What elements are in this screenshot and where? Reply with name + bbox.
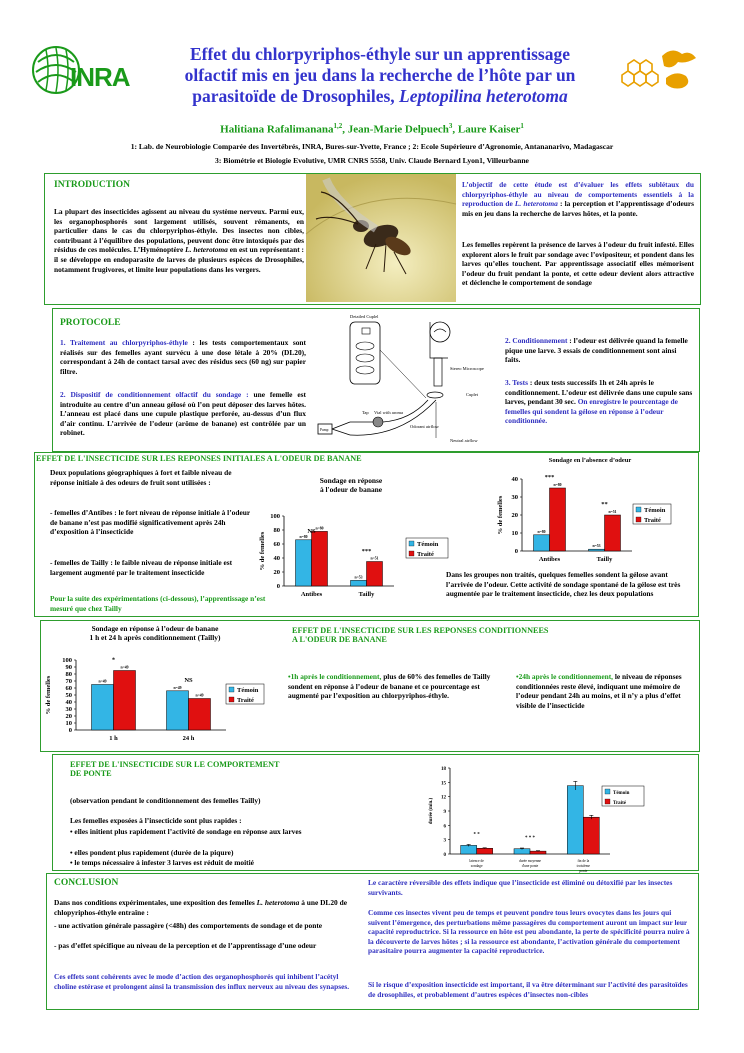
- bar-traite: [583, 817, 599, 854]
- protocole-step-1-text: : les tests comportementaux sont réalisés sur des femelles ayant survécu à une dose létale à 20% (DL20), correspondant à 24h de contact tarsal avec des résidus secs (60 ng) sur papier filtre.: [60, 338, 306, 376]
- objective-end: : la perception et l’apprentissage d’odeurs mis en jeu dans la recherche de larves hôtes, et la ponte.: [462, 199, 694, 218]
- conditioned-title-1: EFFET DE L'INSECTICIDE SUR LES REPONSES CONDITIONNEES: [292, 626, 549, 635]
- conditioned-right-lead: •24h après le conditionnement,: [516, 672, 614, 681]
- y-tick-label: 70: [65, 678, 72, 685]
- protocole-tests: [505, 378, 693, 426]
- chart1-title: Sondage en réponse à l'odeur de banane: [319, 476, 383, 494]
- category-label: 1 h: [109, 735, 118, 742]
- ponte-bullet-3: • le temps nécessaire à infester 3 larves est réduit de moitié: [70, 858, 254, 867]
- conclusion-p1: [54, 898, 354, 917]
- initial-intro: Deux populations géographiques à fort et faible niveau de réponse initiale à des odeurs de fruit sont utilisées :: [50, 468, 232, 487]
- y-tick-label: 50: [65, 692, 72, 699]
- legend-swatch-traite: [229, 697, 234, 702]
- author-2: , Jean-Marie Delpuech: [342, 123, 449, 136]
- chart3-title: [50, 624, 260, 642]
- author-2-sup: 3: [448, 122, 453, 130]
- conditioned-right-text: le niveau de réponses conditionnées reste élevé, indiquant une mémoire de l’odeur pendant 24h au moins, et il n’y a plus d’effet visible de l’insecticide: [516, 672, 682, 710]
- y-tick-label: 90: [65, 664, 72, 671]
- category-label: 24 h: [182, 735, 195, 742]
- significance-label: * * *: [525, 836, 535, 842]
- label-tap: Tap: [362, 410, 369, 415]
- conditioned-right: [516, 672, 686, 710]
- y-axis-label: durée (min.): [429, 797, 434, 825]
- author-1: Halitiana Rafalimanana: [220, 123, 334, 136]
- chart-ponte: [410, 764, 660, 873]
- ponte-title: [70, 760, 280, 778]
- y-tick-label: 40: [273, 555, 280, 562]
- inra-logo: [28, 40, 148, 110]
- bar-temoin: [167, 691, 189, 730]
- conditioned-left-text: plus de 60% des femelles de Tailly sondent en réponse à l’odeur de banane et ce pourcentage est augmenté par l’exposition au chlorpyriphos-éthyle.: [288, 672, 491, 701]
- y-tick-label: 80: [65, 671, 72, 678]
- tests-title: 3. Tests: [505, 378, 529, 387]
- bar-temoin: [567, 786, 583, 854]
- conclusion-r2: Comme ces insectes vivent peu de temps et peuvent pondre tous leurs ovocytes dans les jours qui suivent l’émergence, des perturbations même passagères du comportement auront un impact sur leur capacité reproductrice. Si la ressource en hôte est peu abondante, la perte de spécificité pourra nuire à la découverte de larves hôtes ; si la ressource est abondante, l’activation générale du comportement parasitaire pourra augmenter la capacité reproductrice.: [368, 908, 690, 956]
- label-vial: Vial with aroma: [374, 410, 403, 415]
- y-axis-label: % de femelles: [497, 495, 504, 535]
- conclusion-p1-a: Dans nos conditions expérimentales, une exposition des femelles: [54, 898, 257, 907]
- y-tick-label: 30: [65, 706, 72, 713]
- protocole-step-2-text: une femelle est introduite au centre d’un anneau gélosé où l’on peut déposer des larves hôtes. L’anneau est placé dans une cupule plastique perforée, au-dessus d’un flux d’air continu. L’arrivée de l’odeur (arôme de banane) est contrôlée par un robinet.: [60, 390, 306, 438]
- bar-n-label: n=53: [592, 544, 601, 549]
- initial-tailly: - femelles de Tailly : le faible niveau de réponse initiale est largement augmenté par le traitement insecticide: [50, 558, 233, 577]
- conclusion-title: CONCLUSION: [54, 878, 119, 888]
- apparatus-schematic: [310, 310, 500, 448]
- y-tick-label: 0: [68, 727, 72, 734]
- y-tick-label: 40: [511, 476, 518, 483]
- y-tick-label: 10: [511, 530, 518, 537]
- chart3-title-line1: Sondage en réponse à l’odeur de banane: [91, 624, 219, 633]
- legend-swatch-traite: [409, 551, 414, 556]
- legend-swatch-temoin: [409, 541, 414, 546]
- category-label: Tailly: [358, 591, 375, 598]
- y-tick-label: 9: [443, 810, 446, 815]
- honeycomb-insect-icon: [620, 44, 700, 96]
- title-line-3: [160, 86, 600, 107]
- y-axis-label: % de femelles: [45, 675, 52, 715]
- intro-text: [54, 207, 304, 274]
- legend-label: Traité: [613, 801, 626, 806]
- bar-traite: [312, 531, 328, 586]
- category-label: d'une ponte: [521, 864, 539, 868]
- category-label: Tailly: [596, 556, 613, 563]
- author-3-sup: 1: [520, 122, 524, 130]
- legend-label: Témoin: [417, 541, 439, 548]
- significance-label: NS: [184, 676, 193, 684]
- label-odorant: Odorant airflow: [410, 424, 439, 429]
- inra-logo-text: INRA: [70, 62, 130, 92]
- ponte-bullet-1: • elles initient plus rapidement l’activité de sondage en réponse aux larves: [70, 827, 302, 836]
- bar-n-label: n=80: [553, 483, 562, 487]
- initial-title: EFFET DE L'INSECTICIDE SUR LES REPONSES INITIALES A L'ODEUR DE BANANE: [36, 454, 362, 463]
- initial-tailly-note: Pour la suite des expérimentations (ci-dessous), l’apprentissage n’est mesuré que chez Tailly: [50, 594, 266, 613]
- y-tick-label: 20: [511, 512, 518, 519]
- bar-traite: [367, 562, 383, 587]
- objective-species: L. heterotoma: [514, 199, 558, 209]
- bar-n-label: n=49: [195, 693, 204, 698]
- ponte-observation: (observation pendant le conditionnement des femelles Tailly): [70, 796, 261, 805]
- intro-p1-end: en est un représentant : il se développe en endoparasite de larves de plusieurs espèces de Drosophiles, notamment frugivores, et limite leur populations dans les vergers.: [54, 245, 304, 274]
- conclusion-r1: Le caractère réversible des effets indique que l’insecticide est éliminé ou détoxifié par les insectes survivants.: [368, 878, 673, 897]
- legend-swatch-temoin: [636, 507, 641, 512]
- author-1-sup: 1,2: [333, 122, 343, 130]
- protocole-step-2: [60, 390, 306, 438]
- conditioned-title: [292, 626, 548, 644]
- bar-n-label: n=49: [173, 685, 182, 690]
- legend-label: Traité: [644, 517, 661, 524]
- tests-text: : deux tests successifs 1h et 24h après le conditionnement. L’odeur est délivrée dans une cupule sans larves, pendant 30 sec.: [505, 378, 693, 407]
- significance-label: *: [111, 656, 116, 664]
- significance-label: **: [601, 501, 608, 508]
- y-axis-label: % de femelles: [259, 531, 266, 571]
- bar-traite: [477, 848, 493, 854]
- conclusion-species: L. heterotoma: [256, 898, 300, 907]
- apparatus-diagram: [310, 310, 500, 448]
- category-label: troisième: [576, 864, 591, 868]
- honeycomb-logo: [620, 44, 700, 96]
- objective-text: L’objectif de cette étude est d’évaluer les effets sublétaux du chlorpyriphos-éthyle au niveau de comportements essentiels à la reproduction de: [462, 180, 694, 209]
- bar-n-label: n=80: [537, 529, 546, 534]
- y-tick-label: 100: [62, 657, 72, 664]
- legend-label: Témoin: [644, 507, 666, 514]
- conclusion-p3: - pas d’effet spécifique au niveau de la perception et de l’apprentissage d’une odeur: [54, 941, 317, 950]
- legend-label: Témoin: [237, 687, 259, 694]
- y-tick-label: 3: [443, 838, 446, 844]
- intro-objective: [462, 180, 694, 218]
- tests-measure: On enregistre le pourcentage de femelles qui sondent la gélose en réponse à l’odeur conditionnée.: [505, 397, 678, 426]
- chart2-title: Sondage en l’absence d’odeur: [548, 457, 632, 464]
- category-label: Antibes: [538, 556, 561, 563]
- y-tick-label: 18: [441, 767, 446, 772]
- bar-n-label: n=80: [299, 534, 308, 539]
- bar-temoin: [589, 549, 605, 551]
- chart-absence-odeur: [490, 452, 695, 572]
- conditioning-title: 2. Conditionnement: [505, 336, 568, 345]
- label-pump: Pump: [320, 428, 329, 432]
- y-tick-label: 20: [65, 713, 72, 720]
- category-label: fin de la: [577, 859, 590, 863]
- ponte-bullet-2: • elles pondent plus rapidement (durée de la piqure): [70, 848, 234, 857]
- initial-antibes: - femelles d’Antibes : le fort niveau de réponse initiale à l’odeur de banane n’est pas modifié significativement après 24h d’exposition à l’insecticide: [50, 508, 251, 537]
- protocole-title: PROTOCOLE: [60, 318, 121, 328]
- affiliation-2: 3: Biométrie et Biologie Evolutive, UMR CNRS 5558, Univ. Claude Bernard Lyon1, Villeurbanne: [215, 156, 529, 165]
- y-tick-label: 20: [273, 569, 280, 576]
- bar-n-label: n=51: [608, 510, 617, 514]
- conclusion-r3: Si le risque d’exposition insecticide est important, il va être déterminant sur l’activité des parasitoïdes de drosophiles, et probablement d’autres espèces d’insectes non-cibles: [368, 980, 688, 999]
- wasp-on-fruit-image: [306, 174, 456, 302]
- bar-n-label: n=51: [370, 556, 379, 561]
- conclusion-p4: Ces effets sont cohérents avec le mode d’action des organophosphorés qui inhibent l’acétyl choline estérase et prolongent ainsi la transmission des influx nerveux au niveau des synapses.: [54, 972, 350, 991]
- chart-conditionnement: [40, 650, 280, 750]
- protocole-step-1: [60, 338, 306, 376]
- conditioning-text: : l’odeur est délivrée quand la femelle pique une larve. 3 essais de conditionnement sont ainsi faits.: [505, 336, 688, 365]
- protocole-conditioning: [505, 336, 693, 365]
- legend-swatch-temoin: [229, 687, 234, 692]
- y-tick-label: 0: [276, 583, 280, 590]
- bar-temoin: [534, 535, 550, 551]
- bar-traite: [605, 515, 621, 551]
- authors: [0, 122, 744, 136]
- bar-temoin: [296, 540, 312, 586]
- wasp-photo: [306, 174, 456, 302]
- category-label: ponte: [579, 869, 588, 873]
- y-tick-label: 40: [65, 699, 72, 706]
- bar-temoin: [461, 845, 477, 854]
- bar-traite: [189, 699, 211, 731]
- y-tick-label: 80: [273, 527, 280, 534]
- poster-title: [160, 44, 600, 107]
- protocole-step-2-title: 2. Dispositif de conditionnement olfactif du sondage :: [60, 390, 249, 399]
- conclusion-p2: - une activation générale passagère (<48h) des comportements de sondage et de ponte: [54, 921, 323, 930]
- title-line-2: olfactif mis en jeu dans la recherche de l’hôte par un: [184, 65, 576, 85]
- chart3-title-line2: 1 h et 24 h après conditionnement (Tailly): [89, 633, 221, 642]
- label-cuplet: Cuplet: [466, 392, 478, 397]
- bar-temoin: [92, 685, 114, 731]
- bar-traite: [550, 488, 566, 551]
- intro-title: INTRODUCTION: [54, 180, 131, 190]
- bar-n-label: n=49: [120, 665, 129, 670]
- y-tick-label: 30: [511, 494, 518, 501]
- category-label: latence de: [469, 859, 484, 863]
- legend-label: Traité: [417, 551, 434, 558]
- title-line-1: Effet du chlorpyriphos-éthyle sur un apprentissage: [189, 44, 571, 64]
- intro-species: L. heterotoma: [185, 245, 228, 255]
- conditioned-left: [288, 672, 503, 701]
- legend-label: Traité: [237, 697, 254, 704]
- ponte-intro: Les femelles exposées à l’insecticide sont plus rapides :: [70, 816, 242, 825]
- category-label: Antibes: [300, 591, 323, 598]
- title-line-3a: parasitoïde de Drosophiles,: [192, 86, 400, 106]
- category-label: durée moyenne: [518, 859, 542, 863]
- y-tick-label: 6: [443, 824, 446, 830]
- y-tick-label: 60: [273, 541, 280, 548]
- legend-swatch-traite: [636, 517, 641, 522]
- legend-label: Témoin: [613, 791, 630, 796]
- conditioned-left-lead: •1h après le conditionnement,: [288, 672, 382, 681]
- bar-traite: [114, 671, 136, 731]
- intro-behavior: Les femelles repèrent la présence de larves à l’odeur du fruit infesté. Elles explorent alors le fruit par sondage avec l’ovipositeur, et pondent dans les larves qu’elles touchent. Par apprentissage associatif elles mémorisent l’odeur du fruit pendant la ponte, et cette odeur devient alors attractive et déclenche le comportement de sondage: [462, 240, 694, 288]
- significance-label: ***: [544, 474, 555, 481]
- intro-p1: La plupart des insecticides agissent au niveau du système nerveux. Parmi eux, les organophosphorés sont largement utilisés, souvent rémanents, en particulier dans le cas du chlorpyriphos-éthyle. Des insectes non cibles, contribuant à l’équilibre des populations, peuvent donc être intoxiqués par des résidus de ces molécules. L’Hyménoptère: [54, 207, 304, 255]
- chart-response-odeur: [254, 508, 454, 608]
- y-tick-label: 60: [65, 685, 72, 692]
- y-tick-label: 12: [441, 795, 446, 801]
- category-label: sondage: [470, 864, 483, 868]
- affiliation-1: 1: Lab. de Neurobiologie Comparée des Invertébrés, INRA, Bures-sur-Yvette, France ; 2: Ecole Supérieure d’Agronomie, Antananarivo, Madagascar: [130, 142, 614, 151]
- label-neutral: Neutral airflow: [450, 438, 478, 443]
- label-stereo: Stereo Microscope: [450, 366, 484, 371]
- bar-n-label: n=53: [354, 575, 363, 580]
- significance-label: * *: [473, 832, 480, 838]
- ponte-title-2: DE PONTE: [70, 769, 112, 778]
- significance-label: NS: [307, 528, 316, 535]
- y-tick-label: 15: [441, 781, 446, 787]
- conditioned-title-2: A L'ODEUR DE BANANE: [292, 635, 387, 644]
- bar-n-label: n=80: [315, 526, 324, 531]
- label-detailed-cuplet: Detailed Cuplel: [350, 314, 379, 319]
- ponte-title-1: EFFET DE L'INSECTICIDE SUR LE COMPORTEMENT: [70, 760, 280, 769]
- y-tick-label: 10: [65, 720, 72, 727]
- y-tick-label: 0: [514, 548, 518, 555]
- legend-swatch-temoin: [605, 789, 610, 794]
- author-3: , Laure Kaiser: [452, 123, 521, 136]
- legend-swatch-traite: [605, 799, 610, 804]
- y-tick-label: 100: [270, 513, 280, 520]
- significance-label: ***: [361, 548, 372, 555]
- protocole-step-1-title: 1. Traitement au chlorpyriphos-éthyle: [60, 338, 188, 347]
- title-species: Leptopilina heterotoma: [399, 86, 568, 106]
- bar-temoin: [351, 580, 367, 586]
- initial-note: Dans les groupes non traités, quelques femelles sondent la gélose avant l’arrivée de l’odeur. Cette activité de sondage spontané de la gélose est très augmentée par le traitement insecticide, chez les deux populations: [446, 570, 681, 599]
- y-tick-label: 0: [443, 853, 446, 858]
- bar-n-label: n=49: [98, 679, 107, 684]
- bar-temoin: [514, 849, 530, 854]
- conclusion-p1-b: à une DL20 de chlopyriphos-éthyle entraîne :: [54, 898, 347, 917]
